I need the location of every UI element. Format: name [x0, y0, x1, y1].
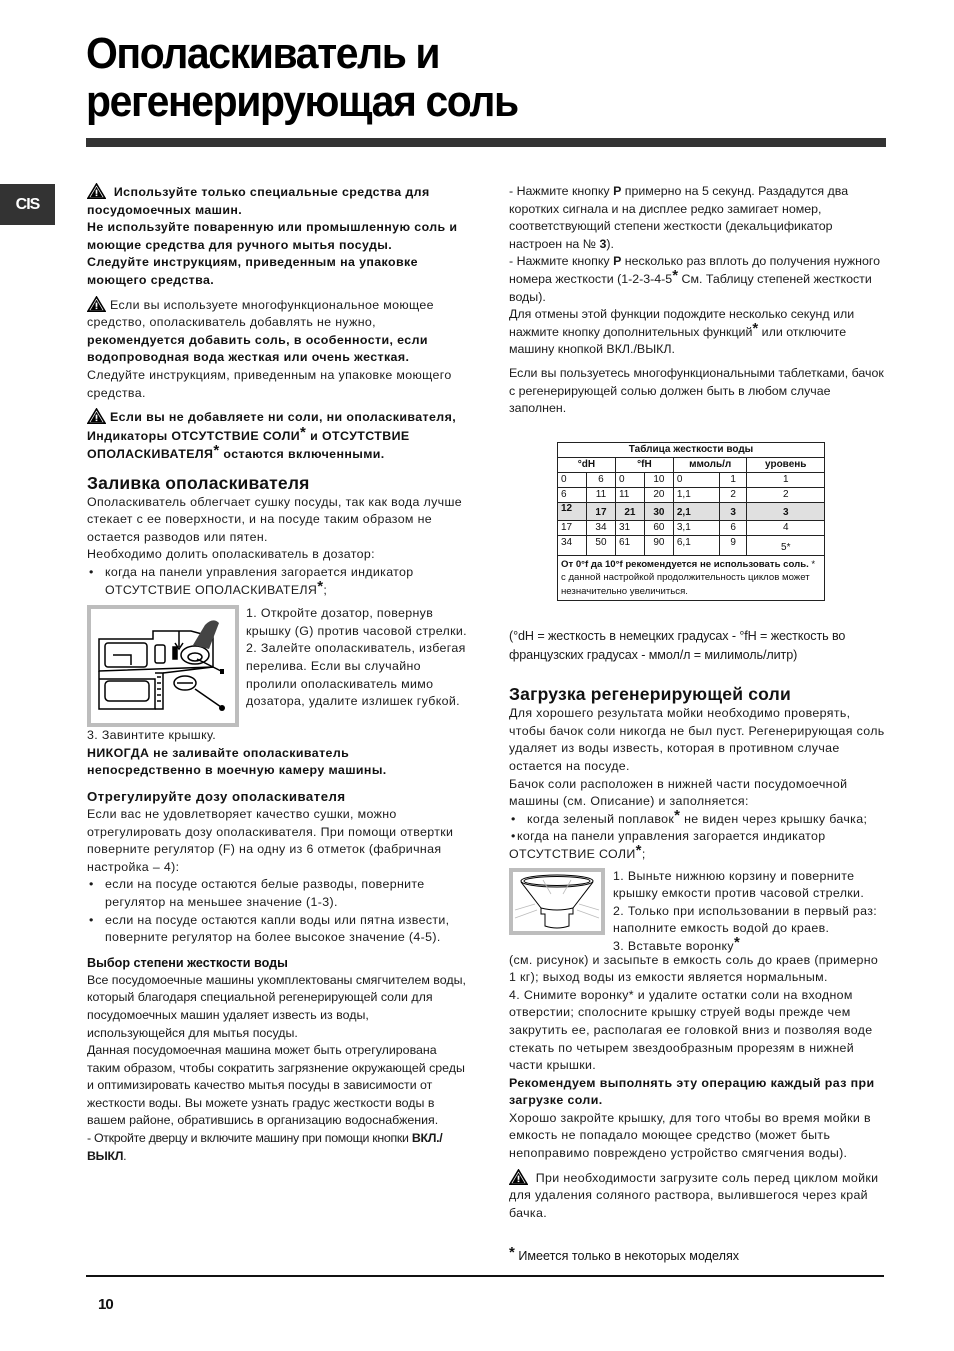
bullet-item: • когда на панели управления загорается индикатор ОТСУТСТВИЕ СОЛИ*; — [509, 828, 889, 863]
title-line-1: Ополаскиватель и — [86, 29, 440, 78]
warning-block-1: Используйте только специальные средства для посудомоечных машин. Не используйте поваренную или промышленную соль и моющие средства для ручного мытья посуды. Следуйте инструкциям, приведенным на упаковке моющего средства. — [87, 185, 458, 287]
warning-block-2: Если вы используете многофункциональное моющее средство, ополаскиватель добавлять не нужно, рекомендуется добавить соль, в особенности, если водопроводная вода жесткая или очень жесткая. Следуйте инструкциям, приведенным на упаковке моющего средства. — [87, 297, 452, 400]
table-title: Таблица жесткости воды — [558, 442, 825, 457]
table-row: 6 11 11 20 1,1 2 2 — [558, 487, 825, 502]
hardness-table-wrap — [557, 442, 825, 602]
dose-heading: Отрегулируйте дозу ополаскивателя — [87, 788, 346, 804]
table-header-row: °dH °fH ммоль/л уровень — [558, 457, 825, 472]
warning-block-3: Если вы не добавляете ни соли, ни ополаскивателя, Индикаторы ОТСУТСТВИЕ СОЛИ* и ОТСУТСТВИЕ ОПОЛАСКИВАТЕЛЯ* остаются включенными. — [87, 410, 457, 462]
hardness-heading: Выбор степени жесткости воды — [87, 955, 288, 970]
footer-divider — [86, 1275, 884, 1277]
table-row: 17 34 31 60 3,1 6 4 — [558, 520, 825, 535]
warning-icon — [87, 183, 106, 199]
rinse-aid-figure-row — [87, 605, 467, 727]
salt-figure-row — [509, 868, 889, 956]
table-row: 34 50 61 90 6,1 9 5* — [558, 535, 825, 555]
bullet-item: • если на посуде остаются белые разводы, поверните регулятор на меньшее значение (1-3). — [87, 876, 467, 911]
bullet-item: • когда на панели управления загорается индикатор ОТСУТСТВИЕ ОПОЛАСКИВАТЕЛЯ*; — [87, 564, 467, 599]
recommend-note: Рекомендуем выполнять эту операцию каждый раз при загрузке соли. — [509, 1075, 875, 1108]
table-row-highlighted: 12 17 21 30 2,1 3 3 — [558, 502, 825, 520]
dispenser-diagram-icon — [91, 609, 235, 723]
left-column: Используйте только специальные средства для посудомоечных машин. Не используйте поваренную или промышленную соль и моющие средства для ручного мытья посуды. Следуйте инструкциям, приведенным на упаковке моющего средства. Если вы используете многофункциональное моющее средство, ополаскиватель добавлять не нужно, рекомендуется добавить соль, в особенности, если водопроводная вода жесткая или очень жесткая. Следуйте инструкциям, приведенным на упаковке моющего средства. Если вы не добавляете ни соли, ни ополаскивателя, Индикаторы ОТСУТСТВИЕ СОЛИ* и ОТСУТСТВИЕ ОПОЛАСКИВАТЕЛЯ* остаются включенными. Заливка ополаскивателя Ополаскиватель облегчает сушку посуды, так как вода лучше стекает с ее поверхности, и на посуде таким образом не остается разводов или пятен. Необходимо долить ополаскиватель в дозатор: • когда на панели управления загорается индикатор ОТСУТСТВИЕ ОПОЛАСКИВАТЕЛЯ*; 1. Откройте дозатор, повернув крышку (G) против часовой стрелки. 2. Залейте ополаскиватель, избегая перелива. Если вы случайно пролили ополаскиватель мимо дозатора, удалите излишек губкой. 3. Завинтите крышку. НИКОГДА не заливайте ополаскиватель непосредственно в моечную камеру машины. Отрегулируйте дозу ополаскивателя Если вас не удовлетворяет качество сушки, можно отрегулировать дозу ополаскивателя. При помощи отвертки поверните регулятор (F) на одну из 6 отметок (фабричная настройка – 4): • если на посуде остаются белые разводы, поверните регулятор на меньшее значение (1-3). • если на посуде остаются капли воды или пятна извести, поверните регулятор на более высокое значение (4-5). Выбор степени жесткости воды Все посудомоечные машины укомплектованы смягчителем воды, который благодаря специальной регенерирующей соли для посудомоечных машин удаляет известь из воды, использующейся для мытья посуды. Данная посудомоечная машина может быть отрегулирована таким образом, чтобы сократить загрязнение окружающей среды и оптимизировать качество мытья посуды в зависимости от жесткости воды. Вы можете узнать градус жесткости воды в вашем районе, обратившись в организацию водоснабжения. - Откройте дверцу и включите машину при помощи кнопки ВКЛ./ВЫКЛ. — [87, 183, 467, 1165]
salt-heading: Загрузка регенерирующей соли — [509, 684, 791, 705]
rinse-aid-dispenser-illustration — [87, 605, 239, 727]
salt-warning: При необходимости загрузите соль перед циклом мойки для удаления соляного раствора, вылившегося через край бачка. — [509, 1170, 879, 1220]
language-tab: CIS — [0, 184, 55, 225]
rinse-aid-heading: Заливка ополаскивателя — [87, 472, 310, 493]
title-divider — [86, 138, 886, 147]
funnel-icon — [513, 872, 601, 931]
page-title — [86, 30, 849, 126]
table-row: 0 6 0 10 0 1 1 — [558, 472, 825, 487]
rinse-aid-intro: Ополаскиватель облегчает сушку посуды, так как вода лучше стекает с ее поверхности, и на посуде таким образом не остается разводов или пятен. — [87, 494, 462, 544]
warning-icon — [509, 1169, 528, 1185]
warning-icon — [87, 408, 106, 424]
bullet-item: • если на посуде остаются капли воды или пятна извести, поверните регулятор на более высокое значение (4-5). — [87, 912, 467, 947]
warning-icon — [87, 296, 106, 312]
right-column: - Нажмите кнопку P примерно на 5 секунд. Раздадутся два коротких сигнала и на дисплее редко замигает номер, соответствующий степени жесткости (декальцификатор настроен на № 3). - Нажмите кнопку P несколько раз вплоть до получения нужного номера жесткости (1-2-3-4-5* См. Таблицу степеней жесткости воды). Для отмены этой функции подождите несколько секунд или нажмите кнопку дополнительных функций* или отключите машину кнопкой ВКЛ./ВЫКЛ. Если вы пользуетесь многофункциональными таблетками, бачок с регенерирующей солью должен быть в любом случае заполнен. Таблица жесткости воды °dH °fH ммоль/л уровень 0 6 0 10 0 1 1 6 11 11 20 1,1 2 2 12 17 21 30 2,1 3 3 17 34 31 60 3,1 6 4 34 50 61 90 6,1 9 5* От 0°f да 10°f рекомендуется не использовать соль. * с данной настройкой продолжительность циклов может незначительно увеличиться. (°dH = жесткость в немецких градусах - °fH = жесткость во французских градусах - ммол/л = милимоль/литр) Загрузка регенерирующей соли Для хорошего результата мойки необходимо проверять, чтобы бачок соли никогда не был пуст. Регенерирующая соль удаляет из воды известь, которая в противном случае остается на посуде. Бачок соли расположен в нижней части посудомоечной машины (см. Описание) и заполняется: • когда зеленый поплавок* не виден через крышку бачка; • когда на панели управления загорается индикатор ОТСУТСТВИЕ СОЛИ*; 1. Выньте нижнюю корзину и поверните крышку емкости против часовой стрелки. 2. Только при использовании в первый раз: наполните емкость водой до краев. 3. Вставьте воронку* (см. рисунок) и засыпьте в емкость соль до краев (примерно 1 кг); выход воды из емкости является нормальным. 4. Снимите воронку* и удалите остатки соли на входном отверстии; сполосните крышку струей воды прежде чем закрутить ее, располагая ее головкой вниз и позволяя воде стекать по четырем звездообразным прорезям в нижней части крышки. Рекомендуем выполнять эту операцию каждый раз при загрузке соли. Хорошо закройте крышку, для того чтобы во время мойки в емкость не попадало моющее средство (может быть непоправимо повреждено устройство смягчения воды). При необходимости загрузите соль перед циклом мойки для удаления соляного раствора, вылившегося через край бачка. — [509, 183, 889, 1222]
salt-funnel-illustration — [509, 868, 605, 935]
hardness-table — [557, 442, 825, 602]
footnote: * Имеется только в некоторых моделях — [509, 1244, 740, 1263]
hardness-legend: (°dH = жесткость в немецких градусах - °fH = жесткость во французских градусах - ммол/л = милимоль/литр) — [509, 629, 846, 663]
table-note-row: От 0°f да 10°f рекомендуется не использовать соль. * с данной настройкой продолжительность циклов может незначительно увеличиться. — [558, 555, 825, 601]
never-warning: НИКОГДА не заливайте ополаскиватель непосредственно в моечную камеру машины. — [87, 745, 387, 778]
bullet-item: • когда зеленый поплавок* не виден через крышку бачка; — [509, 811, 889, 829]
rinse-aid-steps: 1. Откройте дозатор, повернув крышку (G) против часовой стрелки. 2. Залейте ополаскиватель, избегая перелива. Если вы случайно пролили ополаскиватель мимо дозатора, удалите излишек губкой. — [246, 606, 467, 709]
title-line-2: регенерирующая соль — [86, 77, 518, 126]
salt-steps: 1. Выньте нижнюю корзину и поверните крышку емкости против часовой стрелки. 2. Только при использовании в первый раз: наполните емкость водой до краев. 3. Вставьте воронку* — [613, 868, 878, 953]
page-number: 10 — [98, 1296, 113, 1313]
